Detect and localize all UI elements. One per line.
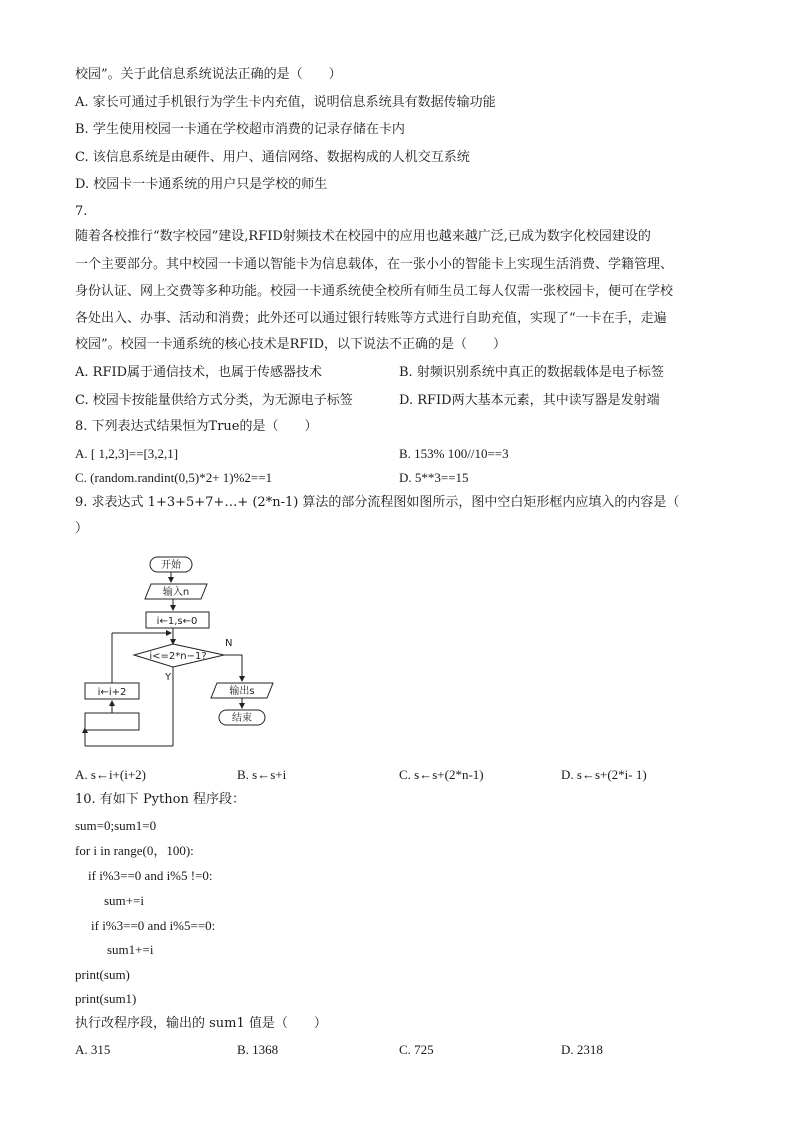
fc-yes-label: Y [165, 672, 172, 683]
fc-init-label: i←1,s←0 [156, 616, 198, 627]
q7-stem-line-4: 各处出入、办事、活动和消费；此外还可以通过银行转账等方式进行自助充值，实现了“一卡在手，走遍 [75, 311, 667, 326]
q8-stem: 8. 下列表达式结果恒为True的是（ ） [75, 419, 318, 434]
q10-option-b: B. 1368 [237, 1042, 279, 1057]
q7-stem-line-1: 随着各校推行“数字校园”建设,RFID射频技术在校园中的应用也越来越广泛,已成为数字化校园建设的 [75, 229, 651, 244]
q10-option-a: A. 315 [75, 1042, 111, 1057]
fc-input-label: 输入n [162, 587, 190, 598]
q7-number: 7. [75, 204, 88, 219]
q7-option-c: C. 校园卡按能量供给方式分类，为无源电子标签 [75, 393, 353, 408]
q10-option-d: D. 2318 [561, 1042, 603, 1057]
q7-stem-line-2: 一个主要部分。其中校园一卡通以智能卡为信息载体，在一张小小的智能卡上实现生活消费、学籍管理、 [75, 257, 674, 272]
q10-code-line-6: sum1+=i [107, 942, 154, 957]
q9-option-b: B. s←s+i [237, 767, 287, 782]
q10-option-c: C. 725 [399, 1042, 434, 1057]
q9-option-d: D. s←s+(2*i- 1) [561, 767, 647, 782]
q10-code-line-1: sum=0;sum1=0 [75, 818, 157, 833]
q9-option-a: A. s←i+(i+2) [75, 767, 146, 782]
q9-stem: 9. 求表达式 1+3+5+7+…+ (2*n-1) 算法的部分流程图如图所示，图中空白矩形框内应填入的内容是（ [75, 495, 680, 510]
q10-code-line-4: sum+=i [104, 893, 144, 908]
q6-option-a: A. 家长可通过手机银行为学生卡内充值，说明信息系统具有数据传输功能 [75, 95, 496, 110]
q7-option-b: B. 射频识别系统中真正的数据载体是电子标签 [399, 365, 664, 380]
q10-code-line-7: print(sum) [75, 967, 130, 982]
fc-cond-label: i<=2*n−1? [149, 651, 207, 662]
fc-incr-label: i←i+2 [97, 687, 127, 698]
q6-option-c: C. 该信息系统是由硬件、用户、通信网络、数据构成的人机交互系统 [75, 150, 470, 165]
q7-stem-line-5: 校园”。校园一卡通系统的核心技术是RFID，以下说法不正确的是（ ） [75, 337, 507, 352]
q9-flowchart [75, 550, 305, 755]
q10-code-line-5: if i%3==0 and i%5==0: [91, 918, 216, 933]
q7-option-d: D. RFID两大基本元素，其中读写器是发射端 [399, 393, 660, 408]
q8-option-b: B. 153% 100//10==3 [399, 446, 509, 461]
q10-code-line-3: if i%3==0 and i%5 !=0: [88, 868, 213, 883]
q6-option-b: B. 学生使用校园一卡通在学校超市消费的记录存储在卡内 [75, 122, 405, 137]
q6-option-d: D. 校园卡一卡通系统的用户只是学校的师生 [75, 177, 328, 192]
fc-start-label: 开始 [161, 560, 181, 571]
q9-option-c: C. s←s+(2*n-1) [399, 767, 484, 782]
fc-end-label: 结束 [232, 713, 252, 724]
q10-code-line-2: for i in range(0，100): [75, 843, 194, 858]
q8-option-a: A. [ 1,2,3]==[3,2,1] [75, 446, 179, 461]
q10-question: 执行改程序段，输出的 sum1 值是（ ） [75, 1016, 327, 1031]
q8-option-c: C. (random.randint(0,5)*2+ 1)%2==1 [75, 470, 273, 485]
q7-option-a: A. RFID属于通信技术，也属于传感器技术 [75, 365, 323, 380]
q10-stem: 10. 有如下 Python 程序段： [75, 792, 245, 807]
fc-output-label: 输出s [229, 686, 255, 697]
q8-option-d: D. 5**3==15 [399, 470, 469, 485]
q7-stem-line-3: 身份认证、网上交费等多种功能。校园一卡通系统使全校所有师生员工每人仅需一张校园卡，便可在学校 [75, 284, 674, 299]
fc-no-label: N [225, 638, 233, 649]
q10-code-line-8: print(sum1) [75, 991, 137, 1006]
q9-stem-cont: ） [75, 521, 89, 536]
fc-blank-box [85, 713, 139, 730]
q6-stem-tail: 校园”。关于此信息系统说法正确的是（ ） [75, 67, 342, 82]
